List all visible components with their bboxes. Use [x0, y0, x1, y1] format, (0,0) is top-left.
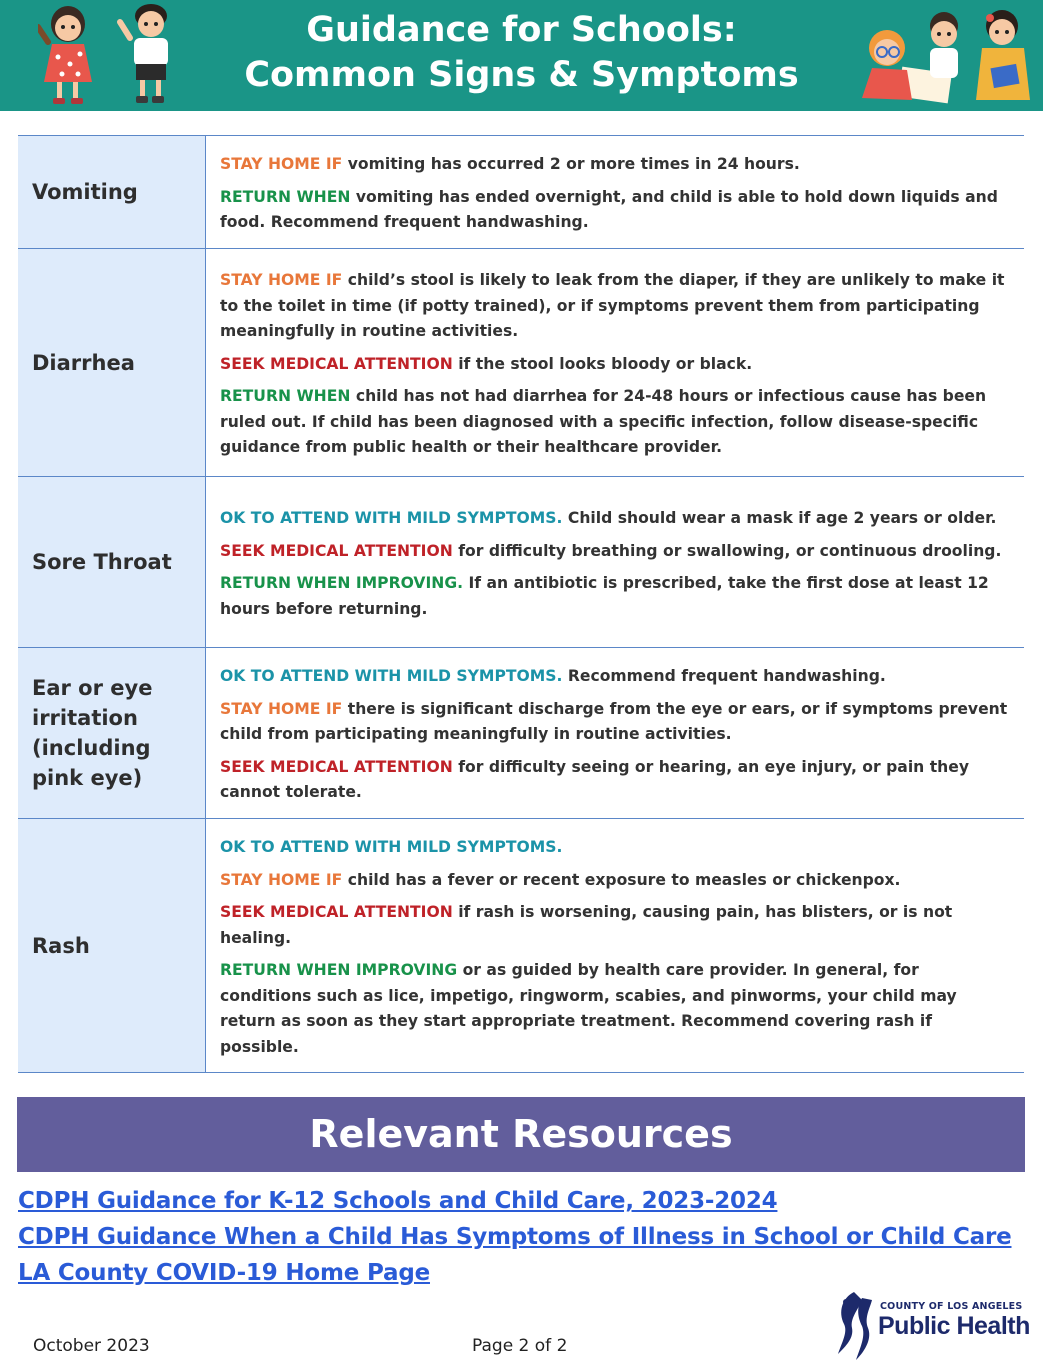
guidance-entry	[220, 755, 1010, 806]
guidance-text: if rash is worsening, causing pain, has blisters, or is not healing.	[220, 903, 953, 947]
symptom-label: Sore Throat	[18, 477, 206, 647]
guidance-entry	[220, 506, 1010, 532]
table-row-ear-eye	[18, 648, 1024, 819]
guidance-entry	[220, 185, 1010, 236]
title-line-2: Common Signs & Symptoms	[244, 55, 799, 95]
guidance-keyword: OK TO ATTEND WITH MILD SYMPTOMS.	[220, 838, 563, 856]
resources-links	[18, 1183, 1012, 1291]
guidance-keyword: STAY HOME IF	[220, 870, 343, 889]
guidance-keyword: OK TO ATTEND WITH MILD SYMPTOMS.	[220, 667, 563, 686]
guidance-cell	[206, 648, 1024, 818]
guidance-entry	[220, 868, 1010, 894]
guidance-keyword: SEEK MEDICAL ATTENTION	[220, 541, 453, 560]
guidance-entry	[220, 697, 1010, 748]
guidance-text: or as guided by health care provider. In general, for conditions such as lice, impetigo, ringworm, scabies, and pinworms, your child may return as soon as they start appropriate treatment. Recommend covering rash if possible.	[220, 961, 957, 1056]
guidance-text: vomiting has occurred 2 or more times in 24 hours.	[342, 155, 800, 174]
logo-county-text: COUNTY OF LOS ANGELES	[880, 1301, 1023, 1312]
guidance-text: if the stool looks bloody or black.	[452, 354, 753, 373]
resources-heading: Relevant Resources	[17, 1097, 1025, 1172]
link-la-county-covid[interactable]: LA County COVID-19 Home Page	[18, 1260, 430, 1286]
guidance-keyword: STAY HOME IF	[220, 699, 343, 718]
guidance-entry	[220, 384, 1010, 461]
table-row-diarrhea	[18, 249, 1024, 477]
guidance-text: Child should wear a mask if age 2 years or older.	[562, 509, 997, 527]
guidance-text: child’s stool is likely to leak from the diaper, if they are unlikely to make it to the toilet in time (if potty trained), or if symptoms prevent them from participating meaningfully in routine activities.	[220, 271, 1005, 341]
guidance-cell	[206, 136, 1024, 248]
county-seal-icon	[832, 1288, 878, 1364]
symptoms-table	[18, 135, 1024, 1073]
guidance-keyword: SEEK MEDICAL ATTENTION	[220, 354, 453, 373]
guidance-entry	[220, 900, 1010, 951]
symptom-label: Diarrhea	[18, 249, 206, 476]
symptom-label: Vomiting	[18, 136, 206, 248]
page-number: Page 2 of 2	[472, 1336, 568, 1356]
public-health-logo	[832, 1288, 1042, 1364]
table-row-vomiting	[18, 136, 1024, 249]
page-header	[0, 0, 1043, 111]
guidance-keyword: SEEK MEDICAL ATTENTION	[220, 903, 453, 921]
guidance-entry	[220, 268, 1010, 345]
guidance-keyword: RETURN WHEN IMPROVING	[220, 961, 458, 979]
guidance-text: there is significant discharge from the eye or ears, or if symptoms prevent child from participating meaningfully in routine activities.	[220, 699, 1008, 744]
guidance-text: vomiting has ended overnight, and child is able to hold down liquids and food. Recommend frequent handwashing.	[220, 187, 998, 232]
guidance-keyword: OK TO ATTEND WITH MILD SYMPTOMS.	[220, 509, 563, 527]
guidance-text: Recommend frequent handwashing.	[562, 667, 886, 686]
footer-date: October 2023	[33, 1336, 150, 1356]
logo-public-health-text: Public Health	[878, 1312, 1030, 1340]
guidance-text: for difficulty breathing or swallowing, or continuous drooling.	[452, 541, 1002, 560]
page-title	[170, 8, 873, 98]
guidance-entry	[220, 571, 1010, 622]
symptom-label: Rash	[18, 819, 206, 1072]
guidance-keyword: STAY HOME IF	[220, 271, 343, 290]
guidance-entry	[220, 352, 1010, 378]
table-row-sore-throat	[18, 477, 1024, 648]
title-line-1: Guidance for Schools:	[306, 10, 737, 50]
guidance-text: child has a fever or recent exposure to measles or chickenpox.	[342, 870, 901, 889]
guidance-cell	[206, 249, 1024, 476]
link-cdph-k12-guidance[interactable]: CDPH Guidance for K-12 Schools and Child Care, 2023-2024	[18, 1188, 778, 1214]
guidance-entry	[220, 664, 1010, 690]
guidance-keyword: RETURN WHEN IMPROVING.	[220, 574, 464, 592]
guidance-text: child has not had diarrhea for 24-48 hours or infectious cause has been ruled out. If child has been diagnosed with a specific infection, follow disease-specific guidance from public health or their healthcare provider.	[220, 387, 987, 457]
guidance-entry	[220, 958, 1010, 1060]
guidance-keyword: SEEK MEDICAL ATTENTION	[220, 757, 453, 776]
guidance-cell	[206, 819, 1024, 1072]
children-illustration-right	[852, 8, 1037, 108]
guidance-entry	[220, 539, 1010, 565]
table-row-rash	[18, 819, 1024, 1073]
link-cdph-symptoms-guidance[interactable]: CDPH Guidance When a Child Has Symptoms of Illness in School or Child Care	[18, 1224, 1012, 1250]
guidance-keyword: RETURN WHEN	[220, 187, 351, 206]
guidance-text: for difficulty seeing or hearing, an eye injury, or pain they cannot tolerate.	[220, 757, 969, 802]
guidance-text: If an antibiotic is prescribed, take the first dose at least 12 hours before returning.	[220, 574, 989, 618]
guidance-keyword: STAY HOME IF	[220, 155, 343, 174]
guidance-keyword: RETURN WHEN	[220, 387, 351, 406]
symptom-label: Ear or eye irritation (including pink eye)	[18, 648, 206, 818]
guidance-cell	[206, 477, 1024, 647]
guidance-entry	[220, 152, 1010, 178]
guidance-entry	[220, 835, 1010, 861]
